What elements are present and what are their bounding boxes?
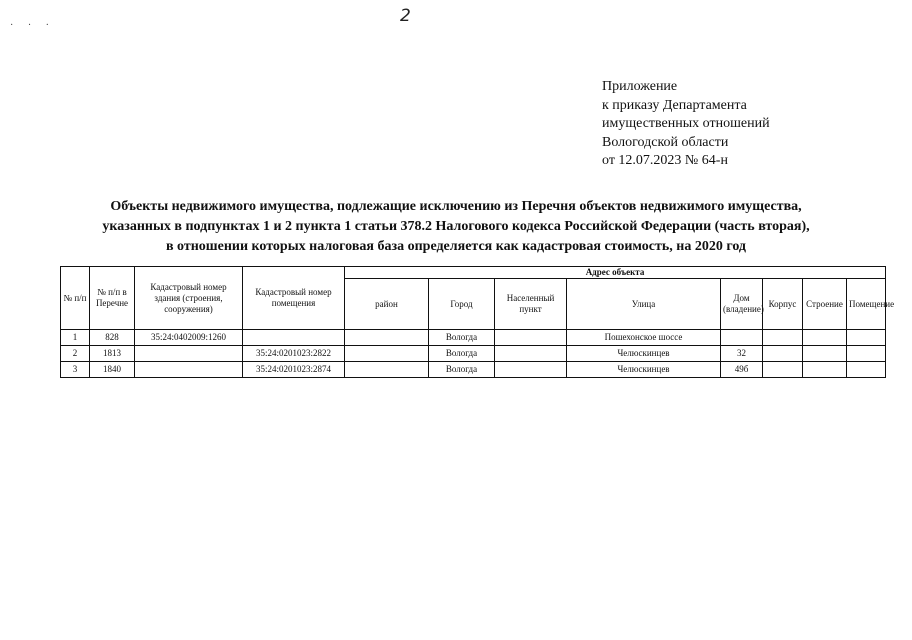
header-num: № п/п xyxy=(61,267,90,330)
cell-room-cadastral: 35:24:0201023:2822 xyxy=(243,346,345,362)
header-address-group: Адрес объекта xyxy=(345,267,886,279)
cell-district xyxy=(345,362,429,378)
cell-list-num: 828 xyxy=(90,330,135,346)
cell-settlement xyxy=(495,346,567,362)
title-line: указанных в подпунктах 1 и 2 пункта 1 статьи 378.2 Налогового кодекса Российской Федерации (часть вторая), xyxy=(102,219,810,234)
header-stroenie: Строение xyxy=(803,279,847,330)
cell-house xyxy=(721,330,763,346)
cell-list-num: 1813 xyxy=(90,346,135,362)
cell-list-num: 1840 xyxy=(90,362,135,378)
appendix-block xyxy=(602,78,770,171)
cell-num: 3 xyxy=(61,362,90,378)
cell-korpus xyxy=(763,362,803,378)
table-header-row xyxy=(61,267,886,279)
cell-stroenie xyxy=(803,330,847,346)
title-line: в отношении которых налоговая база определяется как кадастровая стоимость, на 2020 год xyxy=(165,239,747,254)
header-korpus: Корпус xyxy=(763,279,803,330)
cell-building-cadastral xyxy=(135,346,243,362)
header-house: Дом (владение) xyxy=(721,279,763,330)
table-row xyxy=(61,330,886,346)
cell-street: Пошехонское шоссе xyxy=(567,330,721,346)
cell-room-cadastral xyxy=(243,330,345,346)
document-title xyxy=(40,197,872,257)
cell-city: Вологда xyxy=(429,346,495,362)
header-room-cadastral: Кадастровый номер помещения xyxy=(243,267,345,330)
appendix-line: к приказу Департамента xyxy=(602,97,747,113)
cell-street: Челюскинцев xyxy=(567,346,721,362)
header-pomeshchenie: Помещение xyxy=(847,279,886,330)
cell-korpus xyxy=(763,330,803,346)
header-building-cadastral: Кадастровый номер здания (строения, сооружения) xyxy=(135,267,243,330)
margin-marks: · · · xyxy=(10,20,55,31)
cell-district xyxy=(345,346,429,362)
cell-num: 1 xyxy=(61,330,90,346)
header-district: район xyxy=(345,279,429,330)
page-number: 2 xyxy=(400,6,411,26)
cell-house: 32 xyxy=(721,346,763,362)
appendix-line: имущественных отношений xyxy=(602,116,770,131)
cell-district xyxy=(345,330,429,346)
cell-city: Вологда xyxy=(429,330,495,346)
cell-street: Челюскинцев xyxy=(567,362,721,378)
cell-stroenie xyxy=(803,362,847,378)
table-row xyxy=(61,346,886,362)
title-line: Объекты недвижимого имущества, подлежащие исключению из Перечня объектов недвижимого имущества, xyxy=(110,199,802,214)
cell-building-cadastral: 35:24:0402009:1260 xyxy=(135,330,243,346)
cell-num: 2 xyxy=(61,346,90,362)
objects-table xyxy=(60,266,895,378)
appendix-line: от 12.07.2023 № 64-н xyxy=(602,153,728,168)
appendix-line: Вологодской области xyxy=(602,134,729,150)
cell-settlement xyxy=(495,362,567,378)
cell-room-cadastral: 35:24:0201023:2874 xyxy=(243,362,345,378)
header-settlement: Населенный пункт xyxy=(495,279,567,330)
cell-pomeshchenie xyxy=(847,330,886,346)
header-list-num: № п/п в Перечне xyxy=(90,267,135,330)
header-street: Улица xyxy=(567,279,721,330)
cell-city: Вологда xyxy=(429,362,495,378)
cell-house: 49б xyxy=(721,362,763,378)
cell-stroenie xyxy=(803,346,847,362)
header-city: Город xyxy=(429,279,495,330)
cell-pomeshchenie xyxy=(847,362,886,378)
table-row xyxy=(61,362,886,378)
cell-pomeshchenie xyxy=(847,346,886,362)
cell-building-cadastral xyxy=(135,362,243,378)
cell-korpus xyxy=(763,346,803,362)
cell-settlement xyxy=(495,330,567,346)
appendix-line: Приложение xyxy=(602,79,678,94)
